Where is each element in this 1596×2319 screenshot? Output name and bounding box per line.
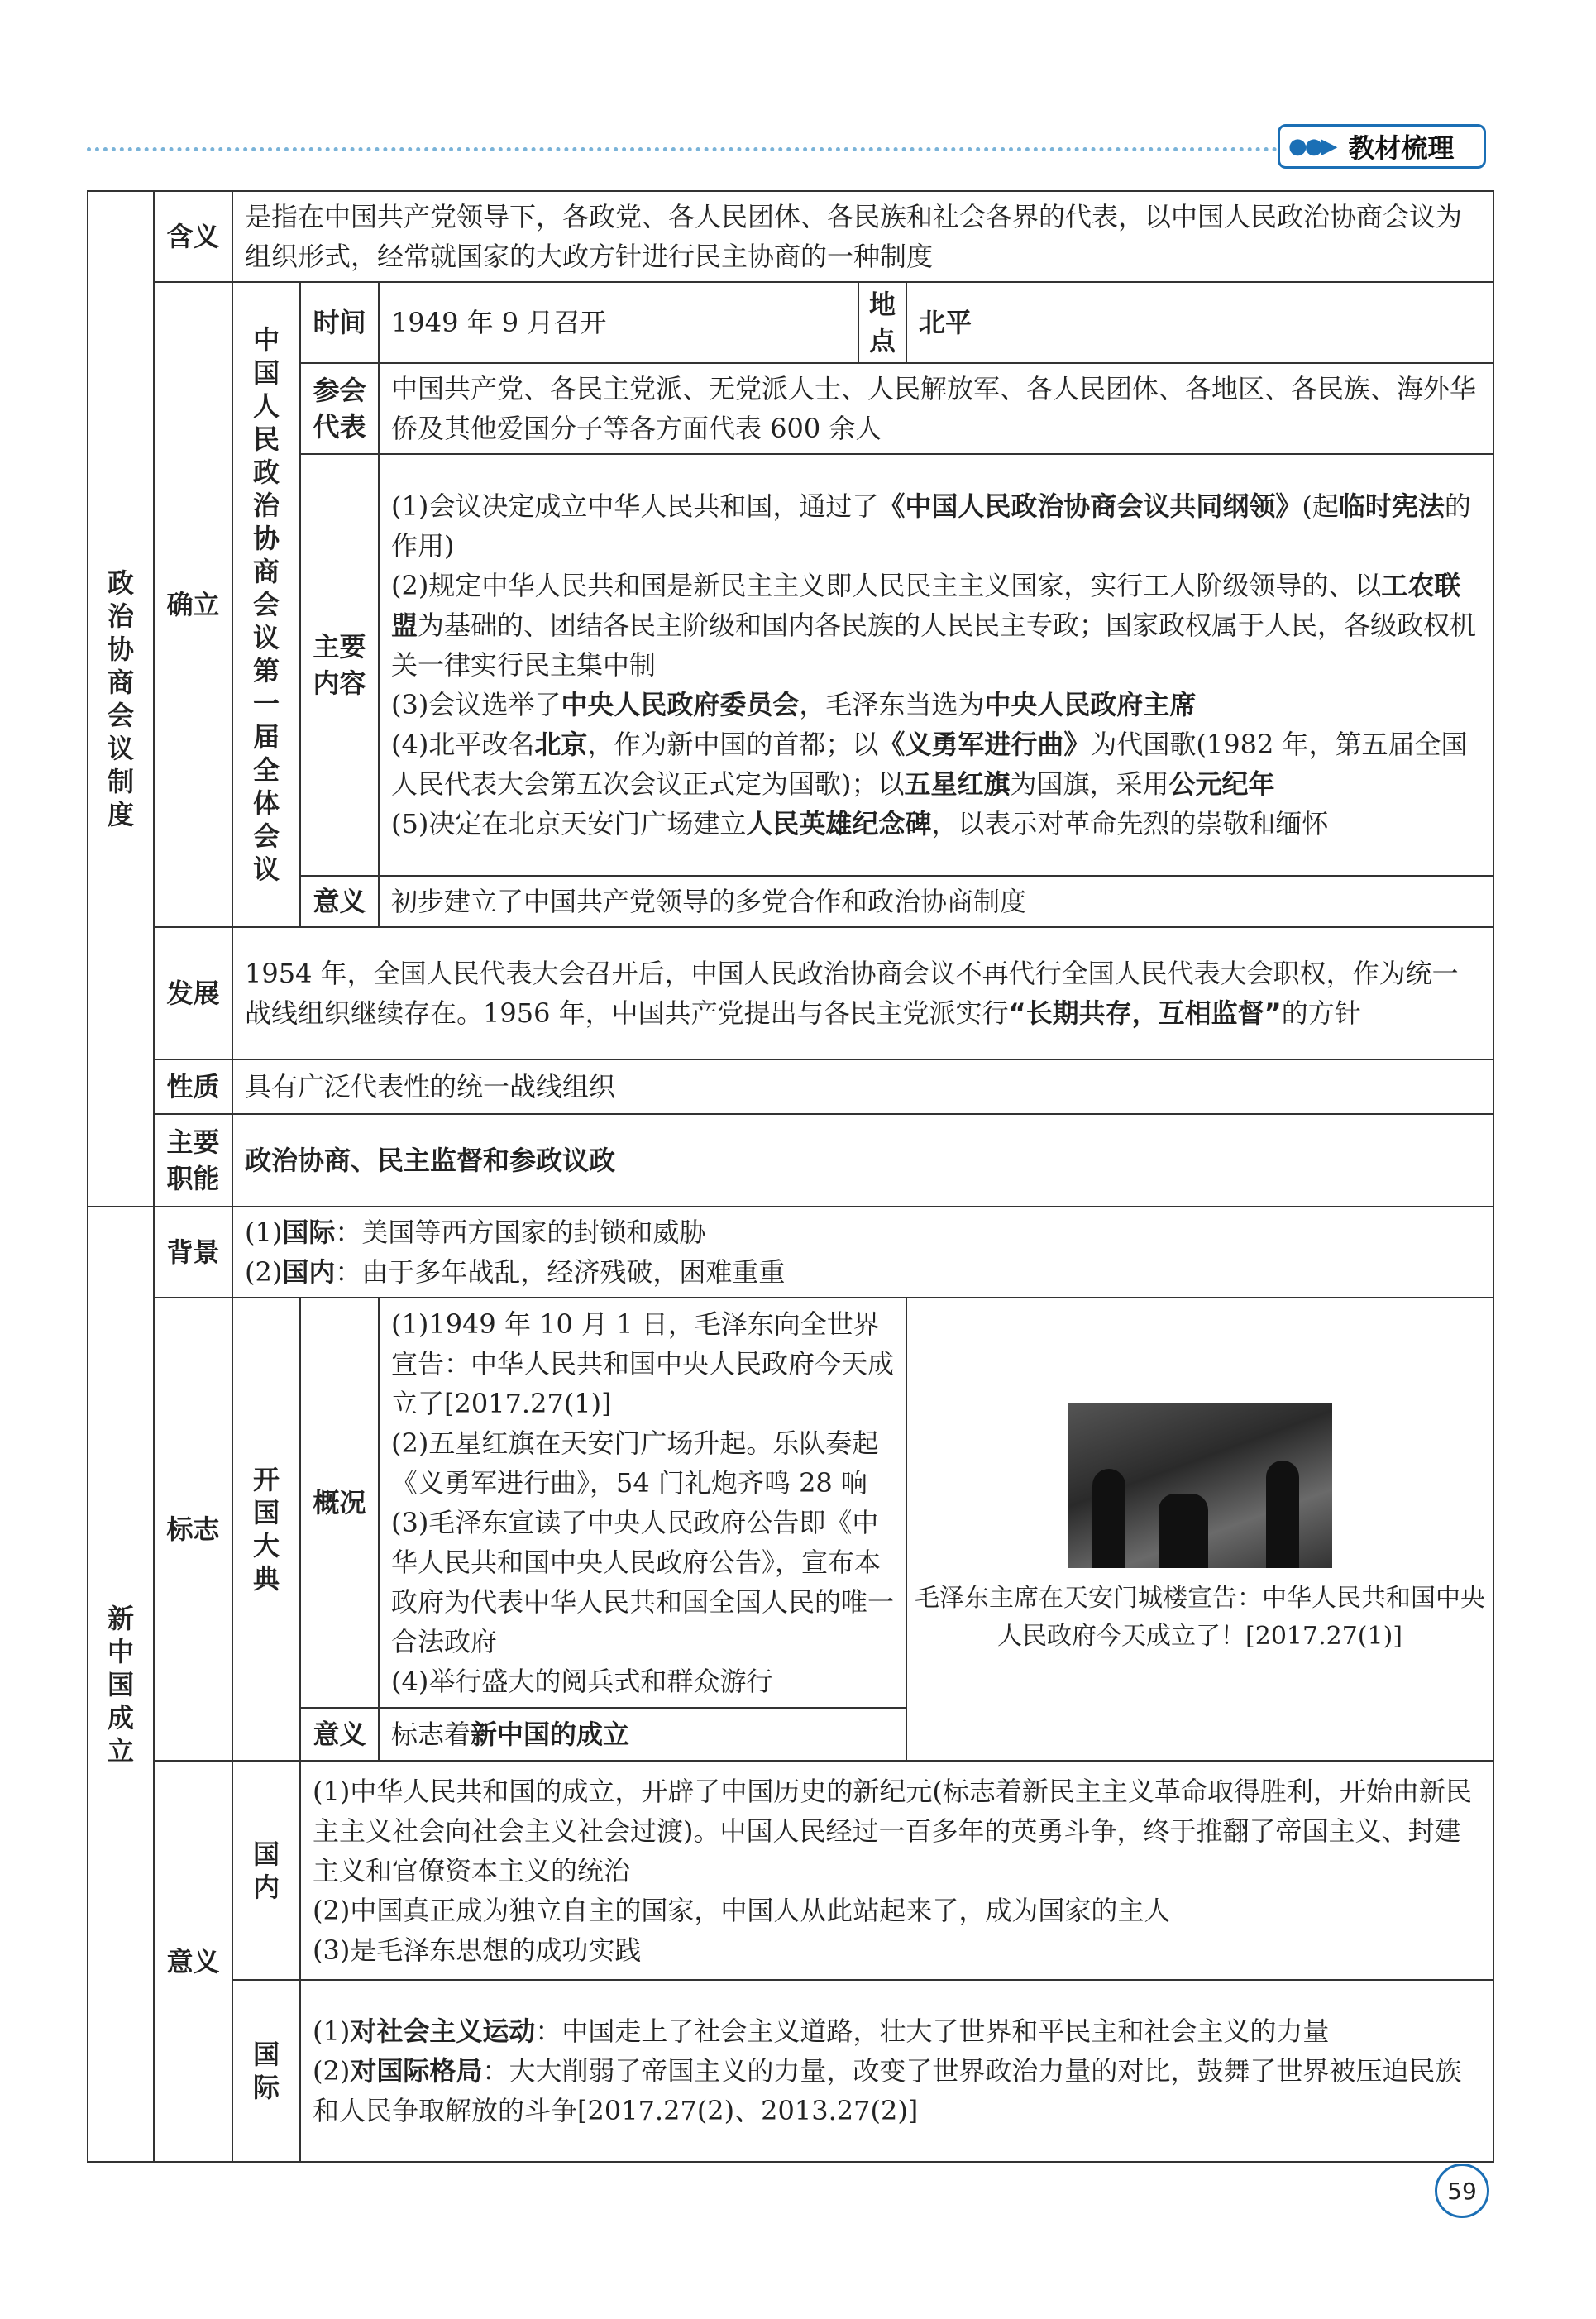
label-international: 国际 (232, 1980, 300, 2162)
value-place: 北平 (906, 282, 1493, 363)
text-overview (379, 1298, 906, 1708)
header-dotted-rule (87, 147, 1278, 151)
section-title-founding: 新中国成立 (88, 1207, 154, 2162)
background-item-1: (1)国际：美国等西方国家的封锁和威胁 (245, 1217, 706, 1248)
row-nature (88, 1059, 1493, 1114)
value-time: 1949 年 9 月召开 (379, 282, 858, 363)
section-tag (1278, 124, 1486, 169)
label-establish: 确立 (154, 282, 232, 927)
row-domestic (88, 1761, 1493, 1980)
row-development (88, 927, 1493, 1059)
domestic-item-2: (2)中国真正成为独立自主的国家，中国人从此站起来了，成为国家的主人 (313, 1894, 1171, 1926)
row-function (88, 1114, 1493, 1207)
content-item-1: (1)会议决定成立中华人民共和国，通过了《中国人民政治协商会议共同纲领》(起临时宪法的作用) (391, 490, 1471, 562)
content-item-3: (3)会议选举了中央人民政府委员会，毛泽东当选为中央人民政府主席 (391, 689, 1197, 720)
row-background (88, 1207, 1493, 1298)
text-background (232, 1207, 1493, 1298)
section-tag-label: 教材梳理 (1348, 132, 1455, 164)
photo-cell (906, 1298, 1493, 1761)
text-international (300, 1980, 1493, 2162)
row-meaning (88, 191, 1493, 282)
arrow-icon: ●●▶ (1288, 134, 1336, 159)
label-ceremony: 开国大典 (232, 1298, 300, 1761)
label-session-significance: 意义 (300, 876, 379, 927)
content-item-5: (5)决定在北京天安门广场建立人民英雄纪念碑，以表示对革命先烈的崇敬和缅怀 (391, 808, 1329, 839)
text-development: 1954 年，全国人民代表大会召开后，中国人民政治协商会议不再代行全国人民代表大会职权，作为统一战线组织继续存在。1956 年，中国共产党提出与各民主党派实行“长期共存，互相监督”的方针 (232, 927, 1493, 1059)
row-ceremony-overview (88, 1298, 1493, 1708)
text-meaning: 是指在中国共产党领导下，各政党、各人民团体、各民族和社会各界的代表，以中国人民政治协商会议为组织形式，经常就国家的大政方针进行民主协商的一种制度 (232, 191, 1493, 282)
text-ceremony-significance: 标志着新中国的成立 (379, 1708, 906, 1761)
founding-ceremony-photo (1068, 1403, 1332, 1568)
overview-item-1: (1)1949 年 10 月 1 日，毛泽东向全世界宣告：中华人民共和国中央人民政府今天成立了[2017.27(1)] (391, 1308, 895, 1419)
label-meaning: 含义 (154, 191, 232, 282)
label-attendees: 参会代表 (300, 363, 379, 454)
label-domestic: 国内 (232, 1761, 300, 1980)
content-item-2: (2)规定中华人民共和国是新民主主义即人民民主主义国家，实行工人阶级领导的、以工农联盟为基础的、团结各民主阶级和国内各民族的人民民主专政；国家政权属于人民，各级政权机关一律实行民主集中制 (391, 570, 1477, 681)
background-item-2: (2)国内：由于多年战乱，经济残破，困难重重 (245, 1256, 786, 1288)
label-background: 背景 (154, 1207, 232, 1298)
overview-item-2: (2)五星红旗在天安门广场升起。乐队奏起《义勇军进行曲》，54 门礼炮齐鸣 28 响 (391, 1427, 879, 1499)
label-place: 地点 (858, 282, 906, 363)
text-domestic (300, 1761, 1493, 1980)
page-number: 59 (1435, 2164, 1489, 2218)
text-function: 政治协商、民主监督和参政议政 (232, 1114, 1493, 1207)
text-session-significance: 初步建立了中国共产党领导的多党合作和政治协商制度 (379, 876, 1493, 927)
label-development: 发展 (154, 927, 232, 1059)
row-international (88, 1980, 1493, 2162)
international-item-1: (1)对社会主义运动：中国走上了社会主义道路，壮大了世界和平民主和社会主义的力量 (313, 2015, 1330, 2047)
label-symbol: 标志 (154, 1298, 232, 1761)
text-attendees: 中国共产党、各民主党派、无党派人士、人民解放军、各人民团体、各地区、各民族、海外华侨及其他爱国分子等各方面代表 600 余人 (379, 363, 1493, 454)
row-time (88, 282, 1493, 363)
text-nature: 具有广泛代表性的统一战线组织 (232, 1059, 1493, 1114)
label-first-session: 中国人民政治协商会议第一届全体会议 (232, 282, 300, 927)
text-content (379, 454, 1493, 876)
domestic-item-3: (3)是毛泽东思想的成功实践 (313, 1934, 642, 1966)
photo-caption: 毛泽东主席在天安门城楼宣告：中华人民共和国中央人民政府今天成立了！[2017.27(1)] (915, 1584, 1486, 1651)
international-item-2: (2)对国际格局：大大削弱了帝国主义的力量，改变了世界政治力量的对比，鼓舞了世界被压迫民族和人民争取解放的斗争[2017.27(2)、2013.27(2)] (313, 2055, 1462, 2126)
label-nature: 性质 (154, 1059, 232, 1114)
content-item-4: (4)北平改名北京，作为新中国的首都；以《义勇军进行曲》为代国歌(1982 年，第五届全国人民代表大会第五次会议正式定为国歌)；以五星红旗为国旗，采用公元纪年 (391, 729, 1468, 800)
label-founding-meaning: 意义 (154, 1761, 232, 2162)
label-overview: 概况 (300, 1298, 379, 1708)
summary-table (87, 190, 1494, 2163)
label-ceremony-significance: 意义 (300, 1708, 379, 1761)
label-function: 主要职能 (154, 1114, 232, 1207)
overview-item-3: (3)毛泽东宣读了中央人民政府公告即《中华人民共和国中央人民政府公告》，宣布本政府为代表中华人民共和国全国人民的唯一合法政府 (391, 1507, 895, 1657)
domestic-item-1: (1)中华人民共和国的成立，开辟了中国历史的新纪元(标志着新民主主义革命取得胜利，开始由新民主主义社会向社会主义社会过渡)。中国人民经过一百多年的英勇斗争，终于推翻了帝国主义、封建主义和官僚资本主义的统治 (313, 1775, 1472, 1886)
overview-item-4: (4)举行盛大的阅兵式和群众游行 (391, 1666, 773, 1697)
label-time: 时间 (300, 282, 379, 363)
section-title-politics: 政治协商会议制度 (88, 191, 154, 1207)
label-content: 主要内容 (300, 454, 379, 876)
